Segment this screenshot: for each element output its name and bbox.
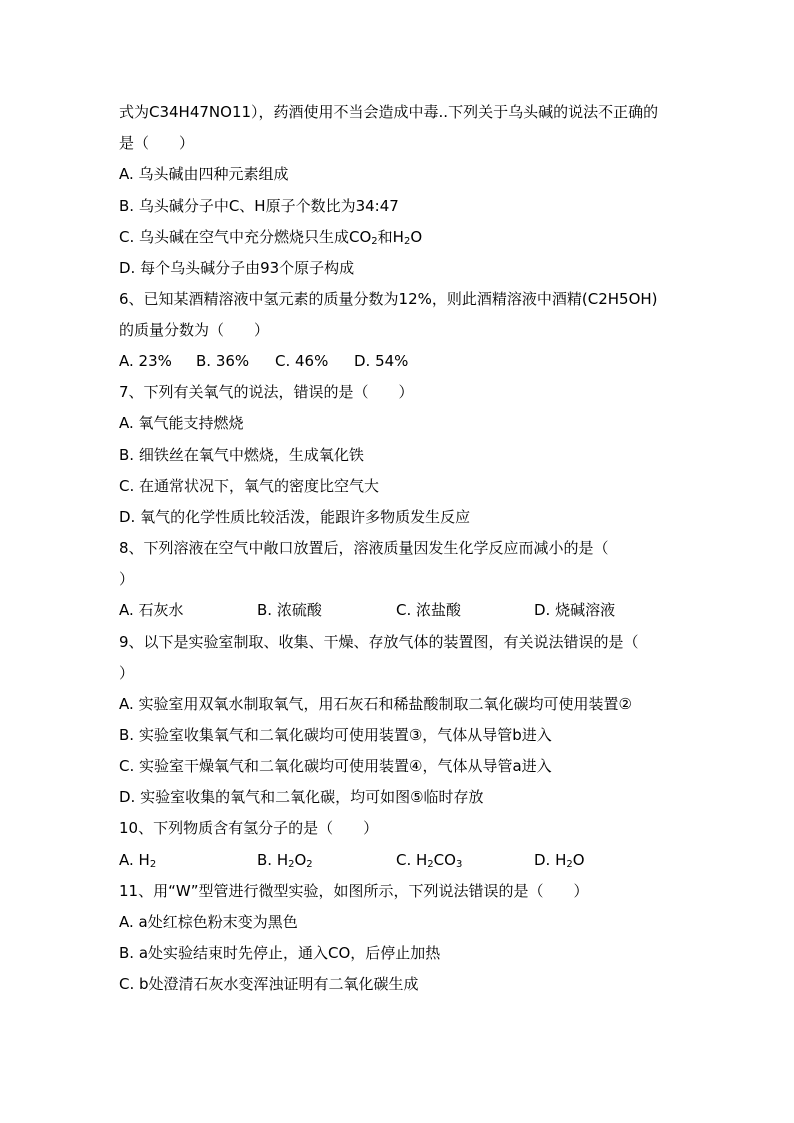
q7-option-a: A. 氧气能支持燃烧 — [119, 414, 244, 432]
q8-option-c: C. 浓盐酸 — [396, 601, 462, 619]
q9-stem-line1: 9、以下是实验室制取、收集、干燥、存放气体的装置图，有关说法错误的是（ — [119, 633, 639, 651]
q9-option-a: A. 实验室用双氧水制取氧气，用石灰石和稀盐酸制取二氧化碳均可使用装置② — [119, 695, 632, 713]
q7-option-b: B. 细铁丝在氧气中燃烧，生成氧化铁 — [119, 446, 364, 464]
q10-option-c: C. $H_2CO_3$ — [396, 851, 463, 870]
q8-stem-line1: 8、下列溶液在空气中敞口放置后，溶液质量因发生化学反应而减小的是（ — [119, 539, 609, 557]
q5-option-d: D. 每个乌头碱分子由93个原子构成 — [119, 259, 355, 277]
q6-option-a: A. 23% — [119, 352, 172, 370]
q5-option-b: B. 乌头碱分子中C、H原子个数比为34:47 — [119, 197, 399, 215]
q5-stem-line1: 式为C34H47NO11），药酒使用不当会造成中毒..下列关于乌头碱的说法不正确的 — [119, 103, 659, 121]
q8-option-a: A. 石灰水 — [119, 601, 184, 619]
q5-option-a: A. 乌头碱由四种元素组成 — [119, 165, 289, 183]
q6-stem-line1: 6、已知某酒精溶液中氢元素的质量分数为12%，则此酒精溶液中酒精(C2H5OH) — [119, 290, 658, 308]
q6-stem-line2: 的质量分数为（ ） — [119, 321, 270, 339]
q11-option-b: B. a处实验结束时先停止，通入CO，后停止加热 — [119, 944, 441, 962]
q5-stem-line2: 是（ ） — [119, 134, 195, 152]
q9-stem-line2: ） — [119, 664, 135, 682]
q11-option-a: A. a处红棕色粉末变为黑色 — [119, 913, 298, 931]
q8-option-b: B. 浓硫酸 — [257, 601, 322, 619]
q7-option-c: C. 在通常状况下，氧气的密度比空气大 — [119, 477, 380, 495]
q8-stem-line2: ） — [119, 570, 135, 588]
q11-option-c: C. b处澄清石灰水变浑浊证明有二氧化碳生成 — [119, 975, 419, 993]
q9-option-c: C. 实验室干燥氧气和二氧化碳均可使用装置④，气体从导管a进入 — [119, 757, 552, 775]
q8-option-d: D. 烧碱溶液 — [534, 601, 616, 619]
q9-option-d: D. 实验室收集的氧气和二氧化碳，均可如图⑤临时存放 — [119, 788, 484, 806]
q6-option-c: C. 46% — [275, 352, 329, 370]
q7-stem: 7、下列有关氧气的说法，错误的是（ ） — [119, 383, 414, 401]
q11-stem: 11、用“W”型管进行微型实验，如图所示，下列说法错误的是（ ） — [119, 882, 589, 900]
q9-option-b: B. 实验室收集氧气和二氧化碳均可使用装置③，气体从导管b进入 — [119, 726, 552, 744]
q10-option-b: B. $H_2O_2$ — [257, 851, 313, 870]
q5-option-c: C. 乌头碱在空气中充分燃烧只生成$CO_2$和$H_2O$ — [119, 228, 423, 247]
q6-option-b: B. 36% — [196, 352, 250, 370]
q10-option-a: A. $H_2$ — [119, 851, 157, 870]
q7-option-d: D. 氧气的化学性质比较活泼，能跟许多物质发生反应 — [119, 508, 471, 526]
q6-option-d: D. 54% — [354, 352, 409, 370]
q10-stem: 10、下列物质含有氢分子的是（ ） — [119, 819, 379, 837]
q10-option-d: D. $H_2O$ — [534, 851, 585, 870]
